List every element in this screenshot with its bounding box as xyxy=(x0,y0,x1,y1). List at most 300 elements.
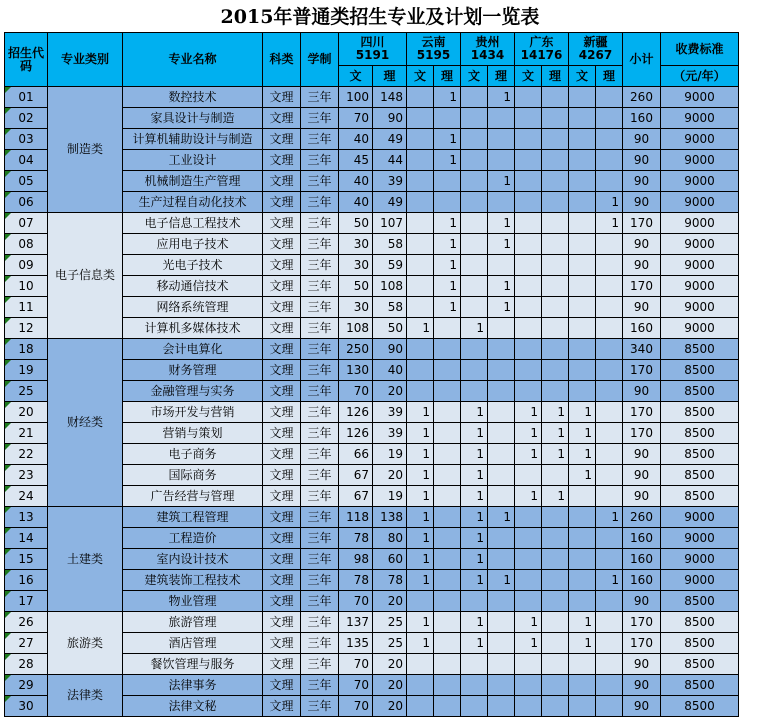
category-cell: 法律类 xyxy=(48,675,123,717)
sichuan-wen-cell: 70 xyxy=(339,696,373,717)
page-title: 2015年普通类招生专业及计划一览表 xyxy=(220,6,540,28)
subtotal-cell: 90 xyxy=(623,486,661,507)
xinjiang-wen-cell xyxy=(569,234,596,255)
table-row xyxy=(5,675,739,696)
duration-cell: 三年 xyxy=(301,486,339,507)
xinjiang-wen-cell xyxy=(569,255,596,276)
sichuan-li-cell: 107 xyxy=(373,213,407,234)
duration-cell: 三年 xyxy=(301,255,339,276)
duration-cell: 三年 xyxy=(301,87,339,108)
duration-cell: 三年 xyxy=(301,171,339,192)
header-duration: 学制 xyxy=(301,33,339,87)
yunnan-wen-cell: 1 xyxy=(407,507,434,528)
category-cell: 财经类 xyxy=(48,339,123,507)
xinjiang-wen-cell: 1 xyxy=(569,612,596,633)
header-province xyxy=(407,33,461,66)
major-cell: 光电子技术 xyxy=(123,255,263,276)
duration-cell: 三年 xyxy=(301,213,339,234)
major-cell: 营销与策划 xyxy=(123,423,263,444)
xinjiang-li-cell xyxy=(596,675,623,696)
fee-cell: 9000 xyxy=(661,549,739,570)
yunnan-wen-cell: 1 xyxy=(407,444,434,465)
header-wen: 文 xyxy=(569,66,596,87)
guizhou-wen-cell xyxy=(461,87,488,108)
header-province xyxy=(461,33,515,66)
subtotal-cell: 90 xyxy=(623,696,661,717)
yunnan-wen-cell xyxy=(407,276,434,297)
guangdong-li-cell xyxy=(542,696,569,717)
code-cell: 02 xyxy=(5,108,48,129)
guizhou-li-cell xyxy=(488,318,515,339)
xinjiang-li-cell xyxy=(596,108,623,129)
guangdong-wen-cell: 1 xyxy=(515,612,542,633)
guizhou-wen-cell xyxy=(461,129,488,150)
guizhou-wen-cell xyxy=(461,255,488,276)
guangdong-wen-cell xyxy=(515,234,542,255)
sichuan-wen-cell: 45 xyxy=(339,150,373,171)
fee-cell: 9000 xyxy=(661,255,739,276)
major-cell: 机械制造生产管理 xyxy=(123,171,263,192)
fee-cell: 8500 xyxy=(661,402,739,423)
duration-cell: 三年 xyxy=(301,633,339,654)
sichuan-li-cell: 60 xyxy=(373,549,407,570)
guizhou-li-cell: 1 xyxy=(488,297,515,318)
code-cell: 23 xyxy=(5,465,48,486)
subtotal-cell: 90 xyxy=(623,297,661,318)
guizhou-li-cell xyxy=(488,339,515,360)
guangdong-wen-cell xyxy=(515,696,542,717)
code-cell: 04 xyxy=(5,150,48,171)
xinjiang-li-cell xyxy=(596,654,623,675)
xinjiang-li-cell xyxy=(596,87,623,108)
fee-cell: 8500 xyxy=(661,381,739,402)
guizhou-li-cell xyxy=(488,108,515,129)
guangdong-wen-cell xyxy=(515,528,542,549)
sichuan-li-cell: 39 xyxy=(373,171,407,192)
header-major: 专业名称 xyxy=(123,33,263,87)
subject-cell: 文理 xyxy=(263,318,301,339)
fee-cell: 9000 xyxy=(661,108,739,129)
subject-cell: 文理 xyxy=(263,150,301,171)
province-total: 1434 xyxy=(470,48,505,62)
xinjiang-wen-cell xyxy=(569,381,596,402)
category-cell: 电子信息类 xyxy=(48,213,123,339)
subject-cell: 文理 xyxy=(263,612,301,633)
xinjiang-li-cell xyxy=(596,255,623,276)
guizhou-wen-cell xyxy=(461,339,488,360)
code-cell: 17 xyxy=(5,591,48,612)
guangdong-wen-cell xyxy=(515,675,542,696)
major-cell: 酒店管理 xyxy=(123,633,263,654)
guangdong-wen-cell: 1 xyxy=(515,633,542,654)
guangdong-li-cell: 1 xyxy=(542,444,569,465)
major-cell: 网络系统管理 xyxy=(123,297,263,318)
guangdong-li-cell xyxy=(542,360,569,381)
duration-cell: 三年 xyxy=(301,675,339,696)
fee-cell: 9000 xyxy=(661,276,739,297)
yunnan-wen-cell xyxy=(407,129,434,150)
sichuan-li-cell: 25 xyxy=(373,633,407,654)
guangdong-wen-cell xyxy=(515,129,542,150)
duration-cell: 三年 xyxy=(301,402,339,423)
guizhou-li-cell xyxy=(488,444,515,465)
guizhou-wen-cell: 1 xyxy=(461,444,488,465)
guizhou-li-cell xyxy=(488,654,515,675)
province-name: 贵州 xyxy=(475,35,500,49)
yunnan-wen-cell xyxy=(407,234,434,255)
code-cell: 26 xyxy=(5,612,48,633)
guizhou-wen-cell xyxy=(461,591,488,612)
sichuan-wen-cell: 70 xyxy=(339,675,373,696)
duration-cell: 三年 xyxy=(301,360,339,381)
subtotal-cell: 90 xyxy=(623,381,661,402)
sichuan-wen-cell: 70 xyxy=(339,381,373,402)
guizhou-li-cell xyxy=(488,465,515,486)
yunnan-wen-cell: 1 xyxy=(407,318,434,339)
province-name: 云南 xyxy=(421,35,446,49)
fee-cell: 9000 xyxy=(661,213,739,234)
guangdong-li-cell xyxy=(542,87,569,108)
guizhou-li-cell xyxy=(488,255,515,276)
guangdong-li-cell xyxy=(542,276,569,297)
fee-cell: 8500 xyxy=(661,360,739,381)
header-subject: 科类 xyxy=(263,33,301,87)
guizhou-wen-cell: 1 xyxy=(461,633,488,654)
xinjiang-li-cell xyxy=(596,297,623,318)
duration-cell: 三年 xyxy=(301,591,339,612)
code-cell: 18 xyxy=(5,339,48,360)
subtotal-cell: 90 xyxy=(623,171,661,192)
xinjiang-li-cell xyxy=(596,360,623,381)
table-row xyxy=(5,213,739,234)
yunnan-wen-cell xyxy=(407,654,434,675)
duration-cell: 三年 xyxy=(301,549,339,570)
xinjiang-wen-cell xyxy=(569,150,596,171)
xinjiang-wen-cell xyxy=(569,696,596,717)
sichuan-li-cell: 50 xyxy=(373,318,407,339)
duration-cell: 三年 xyxy=(301,507,339,528)
code-cell: 13 xyxy=(5,507,48,528)
xinjiang-li-cell xyxy=(596,528,623,549)
subject-cell: 文理 xyxy=(263,297,301,318)
major-cell: 计算机辅助设计与制造 xyxy=(123,129,263,150)
xinjiang-wen-cell xyxy=(569,87,596,108)
yunnan-wen-cell: 1 xyxy=(407,549,434,570)
guizhou-wen-cell xyxy=(461,360,488,381)
yunnan-wen-cell xyxy=(407,150,434,171)
guizhou-li-cell xyxy=(488,591,515,612)
guizhou-wen-cell: 1 xyxy=(461,465,488,486)
major-cell: 餐饮管理与服务 xyxy=(123,654,263,675)
guangdong-li-cell xyxy=(542,654,569,675)
sichuan-wen-cell: 67 xyxy=(339,486,373,507)
yunnan-li-cell xyxy=(434,444,461,465)
guangdong-li-cell xyxy=(542,150,569,171)
yunnan-li-cell xyxy=(434,486,461,507)
yunnan-li-cell xyxy=(434,549,461,570)
xinjiang-li-cell xyxy=(596,696,623,717)
fee-cell: 8500 xyxy=(661,612,739,633)
guangdong-wen-cell xyxy=(515,255,542,276)
sichuan-li-cell: 78 xyxy=(373,570,407,591)
fee-cell: 8500 xyxy=(661,675,739,696)
sichuan-wen-cell: 108 xyxy=(339,318,373,339)
yunnan-wen-cell xyxy=(407,591,434,612)
guangdong-wen-cell xyxy=(515,276,542,297)
yunnan-wen-cell: 1 xyxy=(407,570,434,591)
xinjiang-wen-cell xyxy=(569,339,596,360)
sichuan-wen-cell: 78 xyxy=(339,570,373,591)
yunnan-wen-cell: 1 xyxy=(407,633,434,654)
code-cell: 06 xyxy=(5,192,48,213)
code-cell: 21 xyxy=(5,423,48,444)
header-wen: 文 xyxy=(407,66,434,87)
subtotal-cell: 90 xyxy=(623,444,661,465)
subject-cell: 文理 xyxy=(263,675,301,696)
table-row xyxy=(5,339,739,360)
fee-cell: 8500 xyxy=(661,633,739,654)
xinjiang-wen-cell xyxy=(569,360,596,381)
header-province xyxy=(339,33,407,66)
sichuan-wen-cell: 135 xyxy=(339,633,373,654)
subject-cell: 文理 xyxy=(263,171,301,192)
yunnan-li-cell xyxy=(434,108,461,129)
guizhou-li-cell: 1 xyxy=(488,570,515,591)
sichuan-li-cell: 90 xyxy=(373,339,407,360)
sichuan-wen-cell: 126 xyxy=(339,402,373,423)
sichuan-wen-cell: 137 xyxy=(339,612,373,633)
subject-cell: 文理 xyxy=(263,129,301,150)
sichuan-wen-cell: 100 xyxy=(339,87,373,108)
header-subtotal: 小计 xyxy=(623,33,661,87)
subtotal-cell: 90 xyxy=(623,129,661,150)
sichuan-wen-cell: 40 xyxy=(339,171,373,192)
xinjiang-wen-cell xyxy=(569,192,596,213)
guangdong-wen-cell: 1 xyxy=(515,444,542,465)
code-cell: 29 xyxy=(5,675,48,696)
major-cell: 市场开发与营销 xyxy=(123,402,263,423)
guizhou-wen-cell: 1 xyxy=(461,570,488,591)
fee-cell: 9000 xyxy=(661,507,739,528)
subject-cell: 文理 xyxy=(263,570,301,591)
yunnan-li-cell xyxy=(434,570,461,591)
major-cell: 旅游管理 xyxy=(123,612,263,633)
yunnan-li-cell xyxy=(434,591,461,612)
xinjiang-li-cell: 1 xyxy=(596,507,623,528)
guizhou-li-cell xyxy=(488,696,515,717)
guizhou-wen-cell xyxy=(461,213,488,234)
guangdong-wen-cell xyxy=(515,150,542,171)
subtotal-cell: 170 xyxy=(623,402,661,423)
guangdong-wen-cell xyxy=(515,591,542,612)
guangdong-li-cell xyxy=(542,381,569,402)
subject-cell: 文理 xyxy=(263,696,301,717)
major-cell: 工程造价 xyxy=(123,528,263,549)
fee-cell: 9000 xyxy=(661,528,739,549)
yunnan-wen-cell xyxy=(407,255,434,276)
xinjiang-li-cell xyxy=(596,612,623,633)
yunnan-wen-cell: 1 xyxy=(407,612,434,633)
subject-cell: 文理 xyxy=(263,276,301,297)
subject-cell: 文理 xyxy=(263,108,301,129)
duration-cell: 三年 xyxy=(301,654,339,675)
xinjiang-li-cell xyxy=(596,339,623,360)
guangdong-li-cell xyxy=(542,570,569,591)
guizhou-wen-cell xyxy=(461,675,488,696)
guizhou-wen-cell: 1 xyxy=(461,612,488,633)
guizhou-li-cell xyxy=(488,675,515,696)
xinjiang-li-cell xyxy=(596,402,623,423)
subtotal-cell: 170 xyxy=(623,423,661,444)
subtotal-cell: 90 xyxy=(623,192,661,213)
guizhou-wen-cell: 1 xyxy=(461,402,488,423)
xinjiang-li-cell xyxy=(596,150,623,171)
guizhou-wen-cell: 1 xyxy=(461,423,488,444)
guizhou-wen-cell xyxy=(461,108,488,129)
major-cell: 应用电子技术 xyxy=(123,234,263,255)
duration-cell: 三年 xyxy=(301,696,339,717)
category-cell: 制造类 xyxy=(48,87,123,213)
guizhou-li-cell xyxy=(488,549,515,570)
yunnan-li-cell xyxy=(434,171,461,192)
category-cell: 土建类 xyxy=(48,507,123,612)
xinjiang-li-cell xyxy=(596,234,623,255)
table-row xyxy=(5,507,739,528)
duration-cell: 三年 xyxy=(301,297,339,318)
subtotal-cell: 170 xyxy=(623,213,661,234)
guangdong-wen-cell xyxy=(515,108,542,129)
duration-cell: 三年 xyxy=(301,339,339,360)
header-category: 专业类别 xyxy=(48,33,123,87)
duration-cell: 三年 xyxy=(301,465,339,486)
guizhou-wen-cell xyxy=(461,276,488,297)
subtotal-cell: 90 xyxy=(623,255,661,276)
major-cell: 数控技术 xyxy=(123,87,263,108)
subtotal-cell: 90 xyxy=(623,465,661,486)
subject-cell: 文理 xyxy=(263,87,301,108)
subject-cell: 文理 xyxy=(263,444,301,465)
major-cell: 室内设计技术 xyxy=(123,549,263,570)
xinjiang-li-cell: 1 xyxy=(596,213,623,234)
header-fee-unit: （元/年） xyxy=(661,66,739,87)
subject-cell: 文理 xyxy=(263,339,301,360)
code-cell: 10 xyxy=(5,276,48,297)
sichuan-wen-cell: 98 xyxy=(339,549,373,570)
sichuan-wen-cell: 30 xyxy=(339,234,373,255)
yunnan-li-cell xyxy=(434,507,461,528)
guizhou-wen-cell xyxy=(461,696,488,717)
major-cell: 计算机多媒体技术 xyxy=(123,318,263,339)
xinjiang-wen-cell xyxy=(569,570,596,591)
province-total: 5195 xyxy=(416,48,451,62)
province-total: 4267 xyxy=(578,48,613,62)
xinjiang-li-cell xyxy=(596,171,623,192)
guizhou-li-cell: 1 xyxy=(488,234,515,255)
fee-cell: 9000 xyxy=(661,150,739,171)
yunnan-wen-cell xyxy=(407,213,434,234)
guizhou-wen-cell xyxy=(461,171,488,192)
sichuan-wen-cell: 30 xyxy=(339,255,373,276)
fee-cell: 8500 xyxy=(661,486,739,507)
yunnan-wen-cell: 1 xyxy=(407,465,434,486)
xinjiang-wen-cell: 1 xyxy=(569,423,596,444)
xinjiang-li-cell xyxy=(596,549,623,570)
guangdong-li-cell xyxy=(542,318,569,339)
yunnan-li-cell xyxy=(434,612,461,633)
major-cell: 工业设计 xyxy=(123,150,263,171)
fee-cell: 8500 xyxy=(661,591,739,612)
duration-cell: 三年 xyxy=(301,570,339,591)
xinjiang-li-cell xyxy=(596,591,623,612)
guangdong-li-cell: 1 xyxy=(542,423,569,444)
subtotal-cell: 170 xyxy=(623,633,661,654)
yunnan-li-cell xyxy=(434,360,461,381)
subject-cell: 文理 xyxy=(263,633,301,654)
xinjiang-li-cell: 1 xyxy=(596,192,623,213)
sichuan-li-cell: 20 xyxy=(373,654,407,675)
header-fee: 收费标准 xyxy=(661,33,739,66)
fee-cell: 9000 xyxy=(661,234,739,255)
major-cell: 金融管理与实务 xyxy=(123,381,263,402)
yunnan-li-cell xyxy=(434,381,461,402)
sichuan-wen-cell: 50 xyxy=(339,213,373,234)
xinjiang-wen-cell xyxy=(569,213,596,234)
header-li: 理 xyxy=(596,66,623,87)
subtotal-cell: 170 xyxy=(623,360,661,381)
fee-cell: 9000 xyxy=(661,192,739,213)
guangdong-li-cell xyxy=(542,129,569,150)
code-cell: 11 xyxy=(5,297,48,318)
guangdong-li-cell xyxy=(542,612,569,633)
subtotal-cell: 170 xyxy=(623,276,661,297)
xinjiang-li-cell xyxy=(596,633,623,654)
subject-cell: 文理 xyxy=(263,465,301,486)
province-name: 新疆 xyxy=(583,35,608,49)
sichuan-li-cell: 148 xyxy=(373,87,407,108)
sichuan-li-cell: 49 xyxy=(373,129,407,150)
header-wen: 文 xyxy=(461,66,488,87)
guangdong-wen-cell xyxy=(515,87,542,108)
guangdong-wen-cell xyxy=(515,360,542,381)
subject-cell: 文理 xyxy=(263,381,301,402)
code-cell: 27 xyxy=(5,633,48,654)
major-cell: 电子商务 xyxy=(123,444,263,465)
major-cell: 财务管理 xyxy=(123,360,263,381)
header-li: 理 xyxy=(434,66,461,87)
guizhou-li-cell: 1 xyxy=(488,213,515,234)
sichuan-li-cell: 49 xyxy=(373,192,407,213)
guangdong-li-cell xyxy=(542,192,569,213)
yunnan-wen-cell xyxy=(407,297,434,318)
duration-cell: 三年 xyxy=(301,318,339,339)
guizhou-li-cell xyxy=(488,129,515,150)
guangdong-wen-cell xyxy=(515,297,542,318)
xinjiang-wen-cell: 1 xyxy=(569,633,596,654)
major-cell: 生产过程自动化技术 xyxy=(123,192,263,213)
subtotal-cell: 260 xyxy=(623,507,661,528)
table-row xyxy=(5,87,739,108)
yunnan-li-cell xyxy=(434,696,461,717)
guangdong-li-cell: 1 xyxy=(542,402,569,423)
guangdong-li-cell xyxy=(542,339,569,360)
sichuan-li-cell: 19 xyxy=(373,444,407,465)
province-total: 5191 xyxy=(355,48,390,62)
sichuan-li-cell: 90 xyxy=(373,108,407,129)
subtotal-cell: 260 xyxy=(623,87,661,108)
guangdong-li-cell xyxy=(542,255,569,276)
sichuan-wen-cell: 40 xyxy=(339,192,373,213)
sichuan-wen-cell: 126 xyxy=(339,423,373,444)
